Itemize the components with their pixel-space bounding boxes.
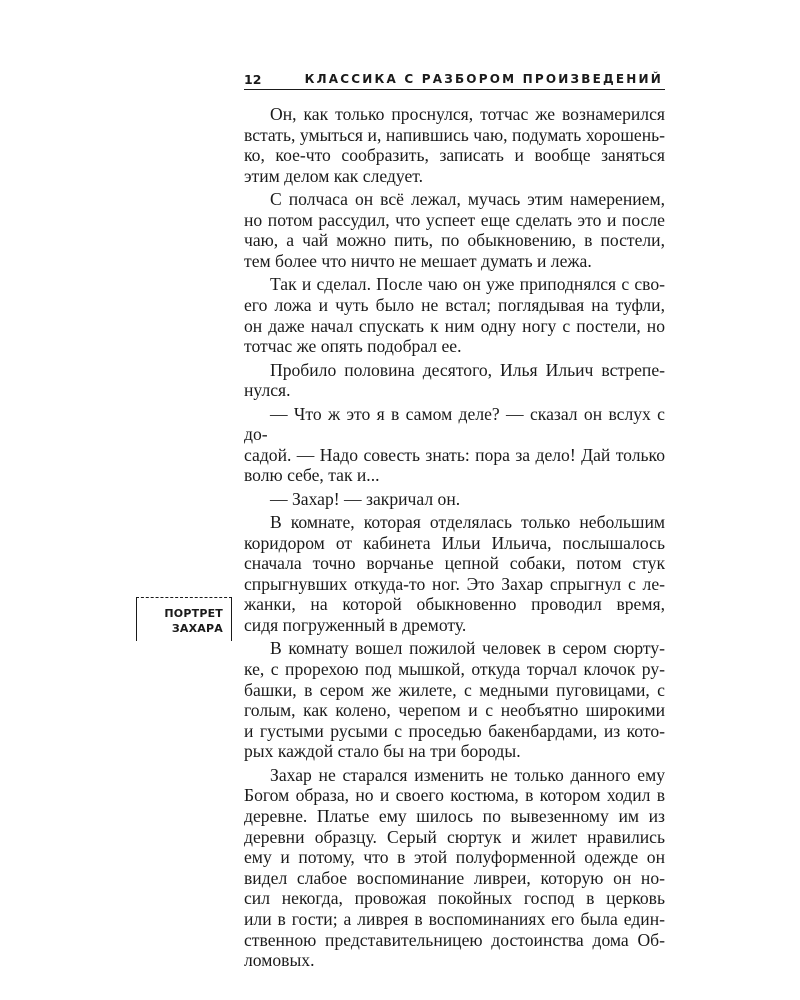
text-line: Богом образа, но и своего костюма, в котором ходил в — [244, 785, 665, 806]
paragraph — [244, 104, 665, 186]
text-line: деревне. Платье ему шилось по вывезенному им из — [244, 805, 665, 826]
text-line: сначала точно ворчанье цепной собаки, потом стук — [244, 553, 665, 574]
text-line: Пробило половина десятого, Илья Ильич встрепе- — [270, 359, 665, 380]
text-line: садой. — Надо совесть знать: пора за дело! Дай только — [244, 444, 665, 465]
paragraph — [244, 638, 665, 762]
text-line: деревни образцу. Серый сюртук и жилет нравились — [244, 826, 665, 847]
text-line: Захар не старался изменить не только данного ему — [270, 764, 665, 785]
text-line: ко, кое-что сообразить, записать и вообще заняться — [244, 145, 665, 166]
paragraph — [244, 512, 665, 636]
paragraph — [244, 189, 665, 271]
text-line: спрыгнувших откуда-то ног. Это Захар спрыгнул с ле- — [244, 573, 665, 594]
text-line: ственною представительницею достоинства дома Об- — [244, 929, 665, 950]
text-line: ломовых. — [244, 950, 315, 971]
text-line: голым, как колено, черепом и с необъятно широкими — [244, 700, 665, 721]
text-line: сидя погруженный в дремоту. — [244, 615, 467, 636]
text-line: волю себе, так и... — [244, 465, 380, 486]
text-line: Он, как только проснулся, тотчас же вознамерился — [270, 104, 665, 124]
text-line: жанки, на которой обыкновенно проводил время, — [244, 594, 665, 615]
text-line: башки, в сером же жилете, с медными пуговицами, с — [244, 679, 665, 700]
text-line: его ложа и чуть было не встал; поглядывая на туфли, — [244, 294, 665, 315]
text-line: он даже начал спускать к ним одну ногу с постели, но — [244, 315, 665, 336]
text-line: ему и потому, что в этой полуформенной одежде он — [244, 847, 665, 868]
text-line: но потом рассудил, что успеет еще сделать это и после — [244, 209, 665, 230]
text-line: коридором от кабинета Ильи Ильича, послышалось — [244, 532, 665, 553]
paragraph — [244, 765, 665, 971]
text-line: тотчас же опять подобрал ее. — [244, 336, 462, 357]
text-line: В комнате, которая отделялась только небольшим — [270, 512, 665, 533]
paragraph — [244, 489, 665, 510]
paragraph — [244, 404, 665, 486]
running-header — [244, 73, 665, 90]
text-line: видел слабое воспоминание ливреи, которую он но- — [244, 867, 665, 888]
margin-note — [164, 606, 223, 636]
margin-note-line: ЗАХАРА — [171, 622, 223, 635]
running-title: КЛАССИКА С РАЗБОРОМ ПРОИЗВЕДЕНИЙ — [304, 72, 663, 86]
text-line: встать, умыться и, напившись чаю, подумать хорошень- — [244, 124, 665, 145]
paragraph — [244, 360, 665, 401]
text-line: ке, с прорехою под мышкой, откуда торчал клочок ру- — [244, 659, 665, 680]
text-line: Так и сделал. После чаю он уже приподнялся с сво- — [270, 274, 665, 295]
text-line: или в гости; а ливрея в воспоминаниях его была един- — [244, 908, 665, 929]
text-line: рых каждой стало бы на три бороды. — [244, 741, 521, 762]
text-line: С полчаса он всё лежал, мучась этим намерением, — [270, 189, 665, 210]
margin-note-line: ПОРТРЕТ — [164, 607, 223, 620]
text-line: сил некогда, провожая покойных господ в церковь — [244, 888, 665, 909]
paragraph — [244, 274, 665, 356]
text-line: В комнату вошел пожилой человек в сером сюрту- — [270, 638, 665, 659]
text-line: нулся. — [244, 380, 291, 401]
text-line: — Что ж это я в самом деле? — сказал он вслух с до- — [244, 403, 665, 445]
page-number: 12 — [244, 72, 262, 87]
body-text — [244, 104, 665, 974]
text-line: и густыми русыми с проседью бакенбардами, из кото- — [244, 720, 665, 741]
margin-note-box — [136, 597, 232, 641]
text-line: этим делом как следует. — [244, 165, 424, 186]
text-line: — Захар! — закричал он. — [270, 488, 461, 509]
text-line: чаю, а чай можно пить, по обыкновению, в постели, — [244, 230, 665, 251]
text-line: тем более что ничто не мешает думать и лежа. — [244, 250, 592, 271]
